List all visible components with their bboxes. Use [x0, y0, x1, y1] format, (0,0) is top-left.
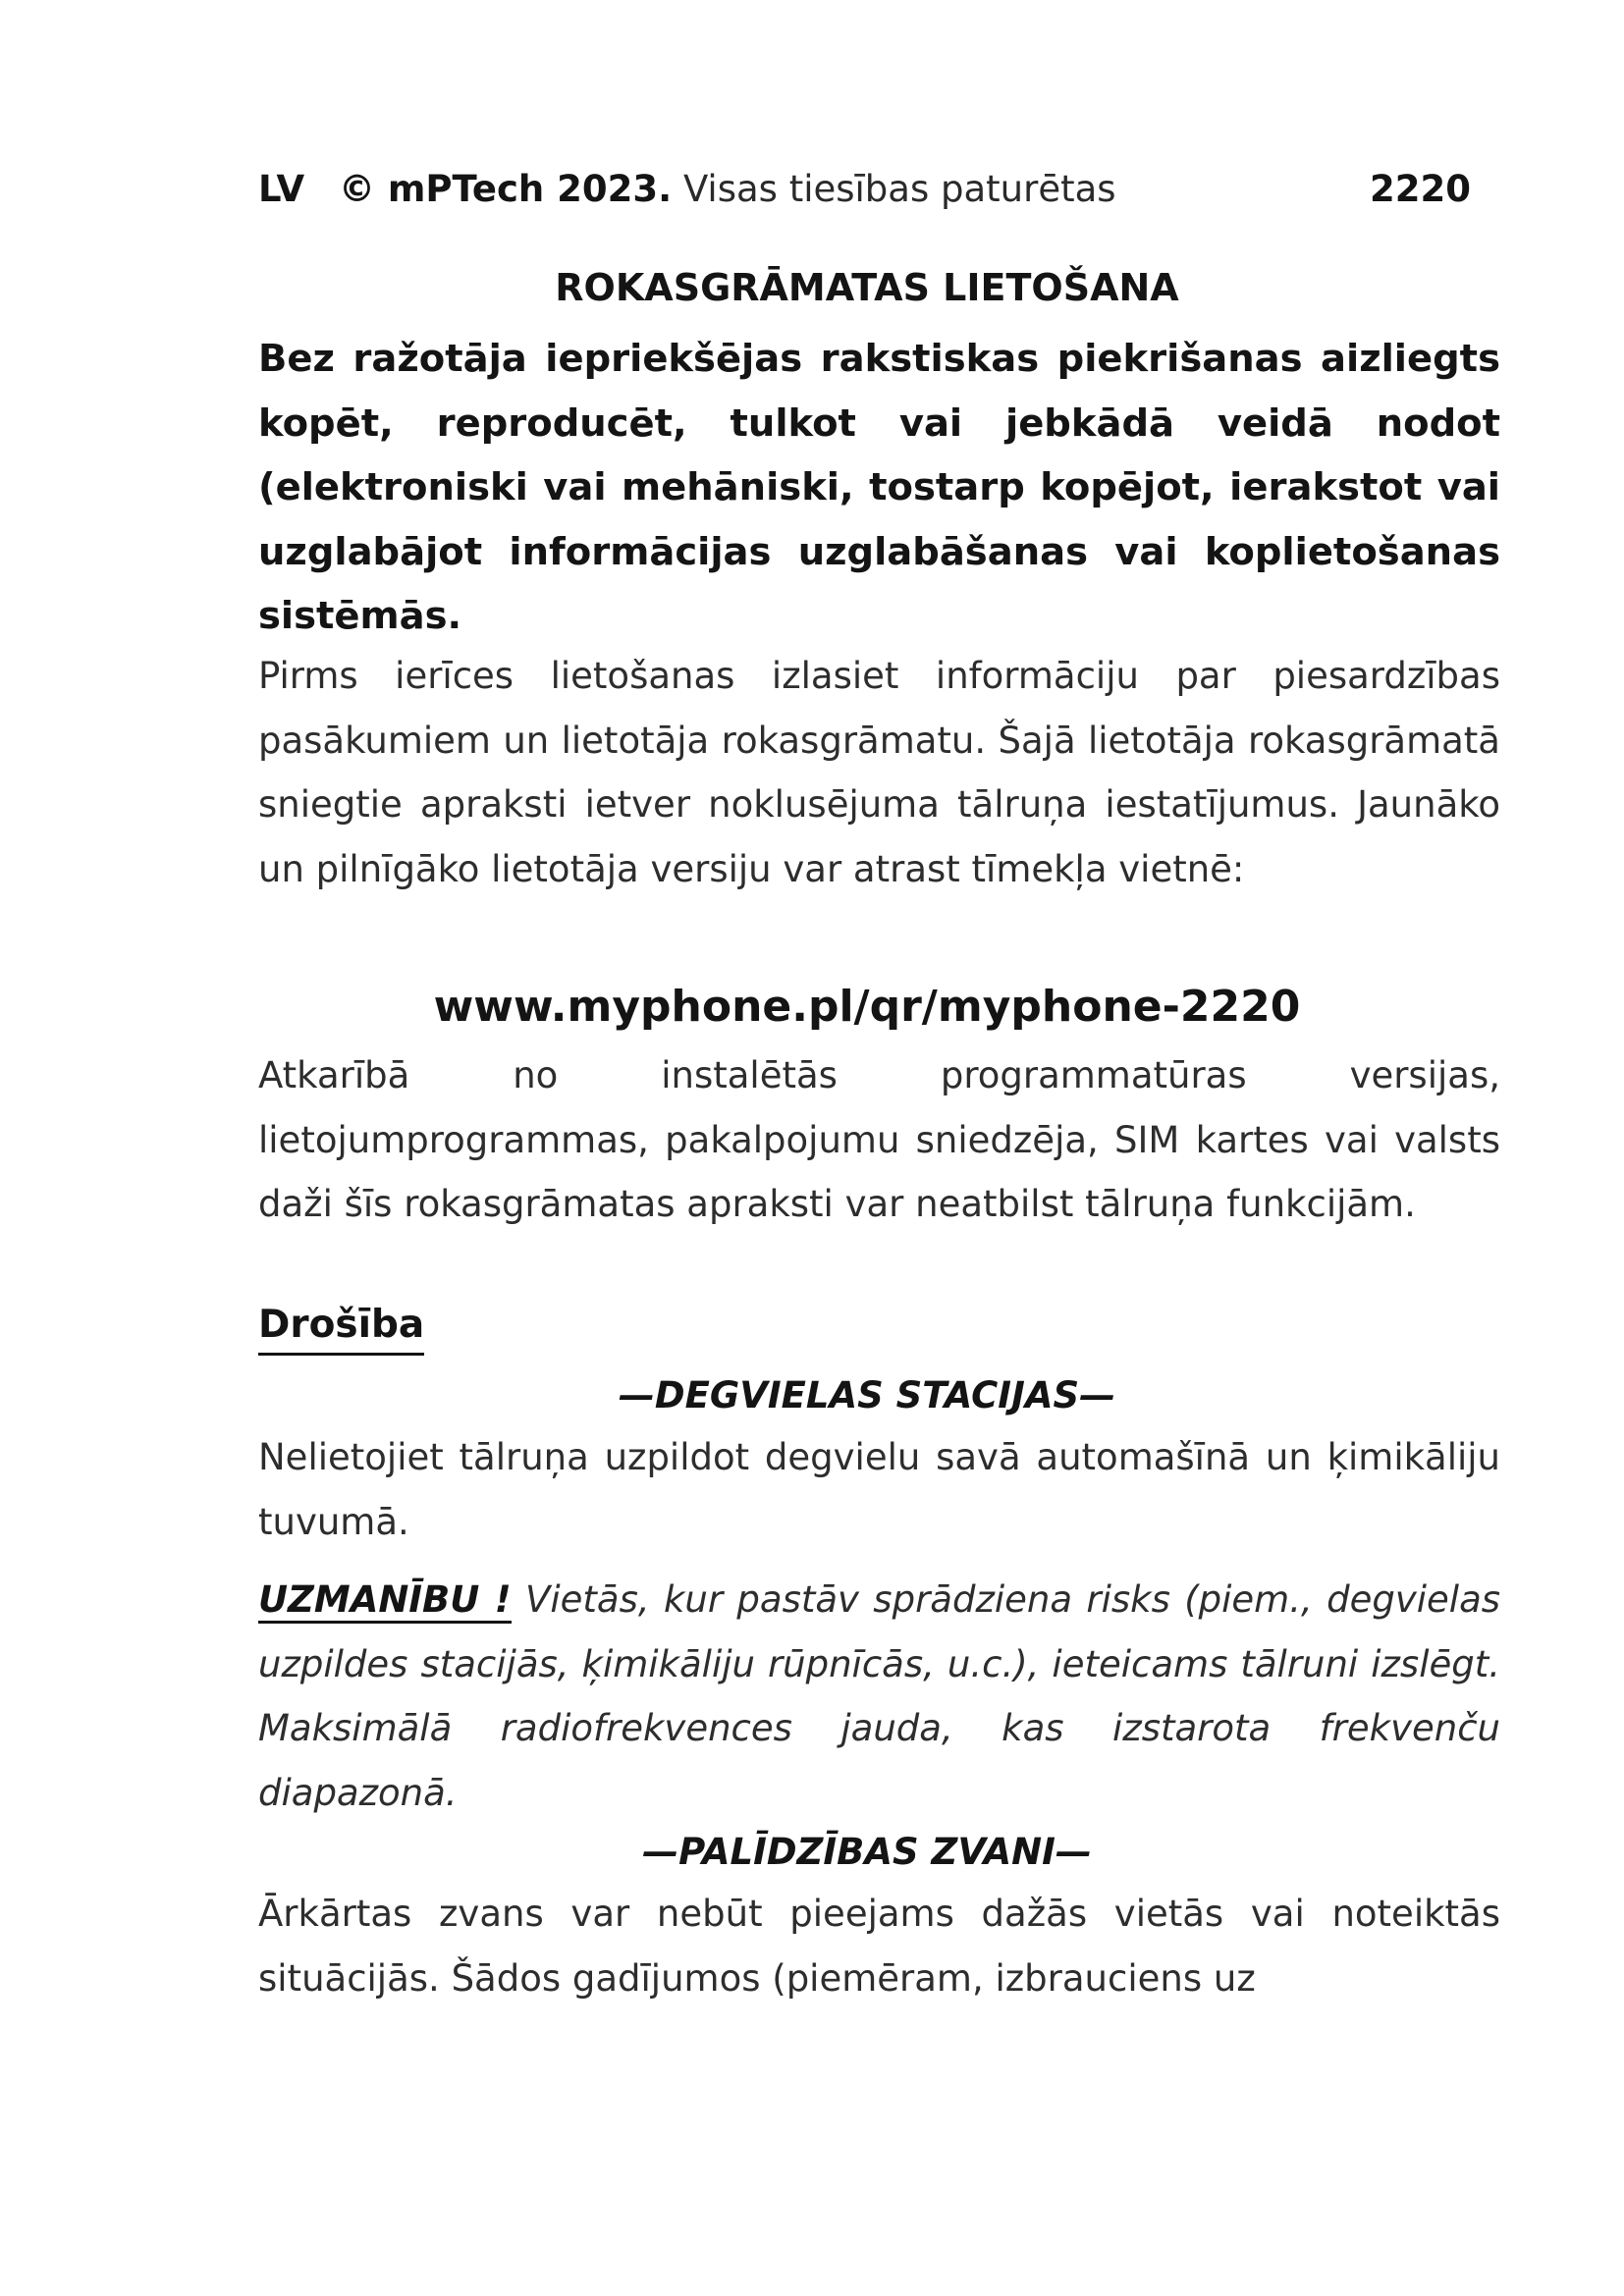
- copyright-notice: [339, 165, 1116, 214]
- rights-text: Visas tiesības paturētas: [682, 168, 1116, 210]
- attention-paragraph: [258, 1568, 1500, 1825]
- page-title: ROKASGRĀMATAS LIETOŠANA: [555, 266, 1179, 309]
- safety-heading: Drošība: [258, 1298, 424, 1356]
- fuel-stations-heading: —DEGVIELAS STACIJAS—: [618, 1374, 1116, 1416]
- emergency-calls-heading: —PALĪDZĪBAS ZVANI—: [642, 1831, 1092, 1873]
- copyright-warning: Bez ražotāja iepriekšējas rakstiskas piekrišanas aizliegts kopēt, reproducēt, tulkot vai jebkādā veidā nodot (elektroniski vai mehāniski, tostarp kopējot, ierakstot vai uzglabājot informācijas uzglabāšanas vai koplietošanas sistēmās.: [258, 337, 1500, 638]
- intro-paragraph: Pirms ierīces lietošanas izlasiet informāciju par piesardzības pasākumiem un lietotāja rokasgrāmatu. Šajā lietotāja rokasgrāmatā sniegtie apraksti ietver noklusējuma tālruņa iestatījumus. Jaunāko un pilnīgāko lietotāja versiju var atrast tīmekļa vietnē:: [258, 655, 1500, 890]
- manual-url-link[interactable]: www.myphone.pl/qr/myphone-2220: [433, 982, 1301, 1032]
- language-code: LV: [258, 168, 305, 210]
- attention-label: UZMANĪBU !: [258, 1578, 512, 1624]
- copyright-holder: © mPTech 2023.: [339, 168, 673, 210]
- emergency-calls-text: Ārkārtas zvans var nebūt pieejams dažās vietās vai noteiktās situācijās. Šādos gadījumos (piemēram, izbrauciens uz: [258, 1893, 1500, 2000]
- model-number: 2220: [1370, 168, 1471, 210]
- page-header: [258, 165, 1471, 214]
- attention-text: Vietās, kur pastāv sprādziena risks (piem., degvielas uzpildes stacijās, ķimikāliju rūpnīcās, u.c.), ieteicams tālruni izslēgt. Maksimālā radiofrekvences jauda, kas izstarota frekvenču diapazonā.: [258, 1578, 1501, 1814]
- variance-paragraph: Atkarībā no instalētās programmatūras versijas, lietojumprogrammas, pakalpojumu sniedzēja, SIM kartes vai valsts daži šīs rokasgrāmatas apraksti var neatbilst tālruņa funkcijām.: [258, 1054, 1500, 1225]
- fuel-stations-text: Nelietojiet tālruņa uzpildot degvielu savā automašīnā un ķimikāliju tuvumā.: [258, 1436, 1500, 1543]
- manual-page: [258, 0, 1505, 2296]
